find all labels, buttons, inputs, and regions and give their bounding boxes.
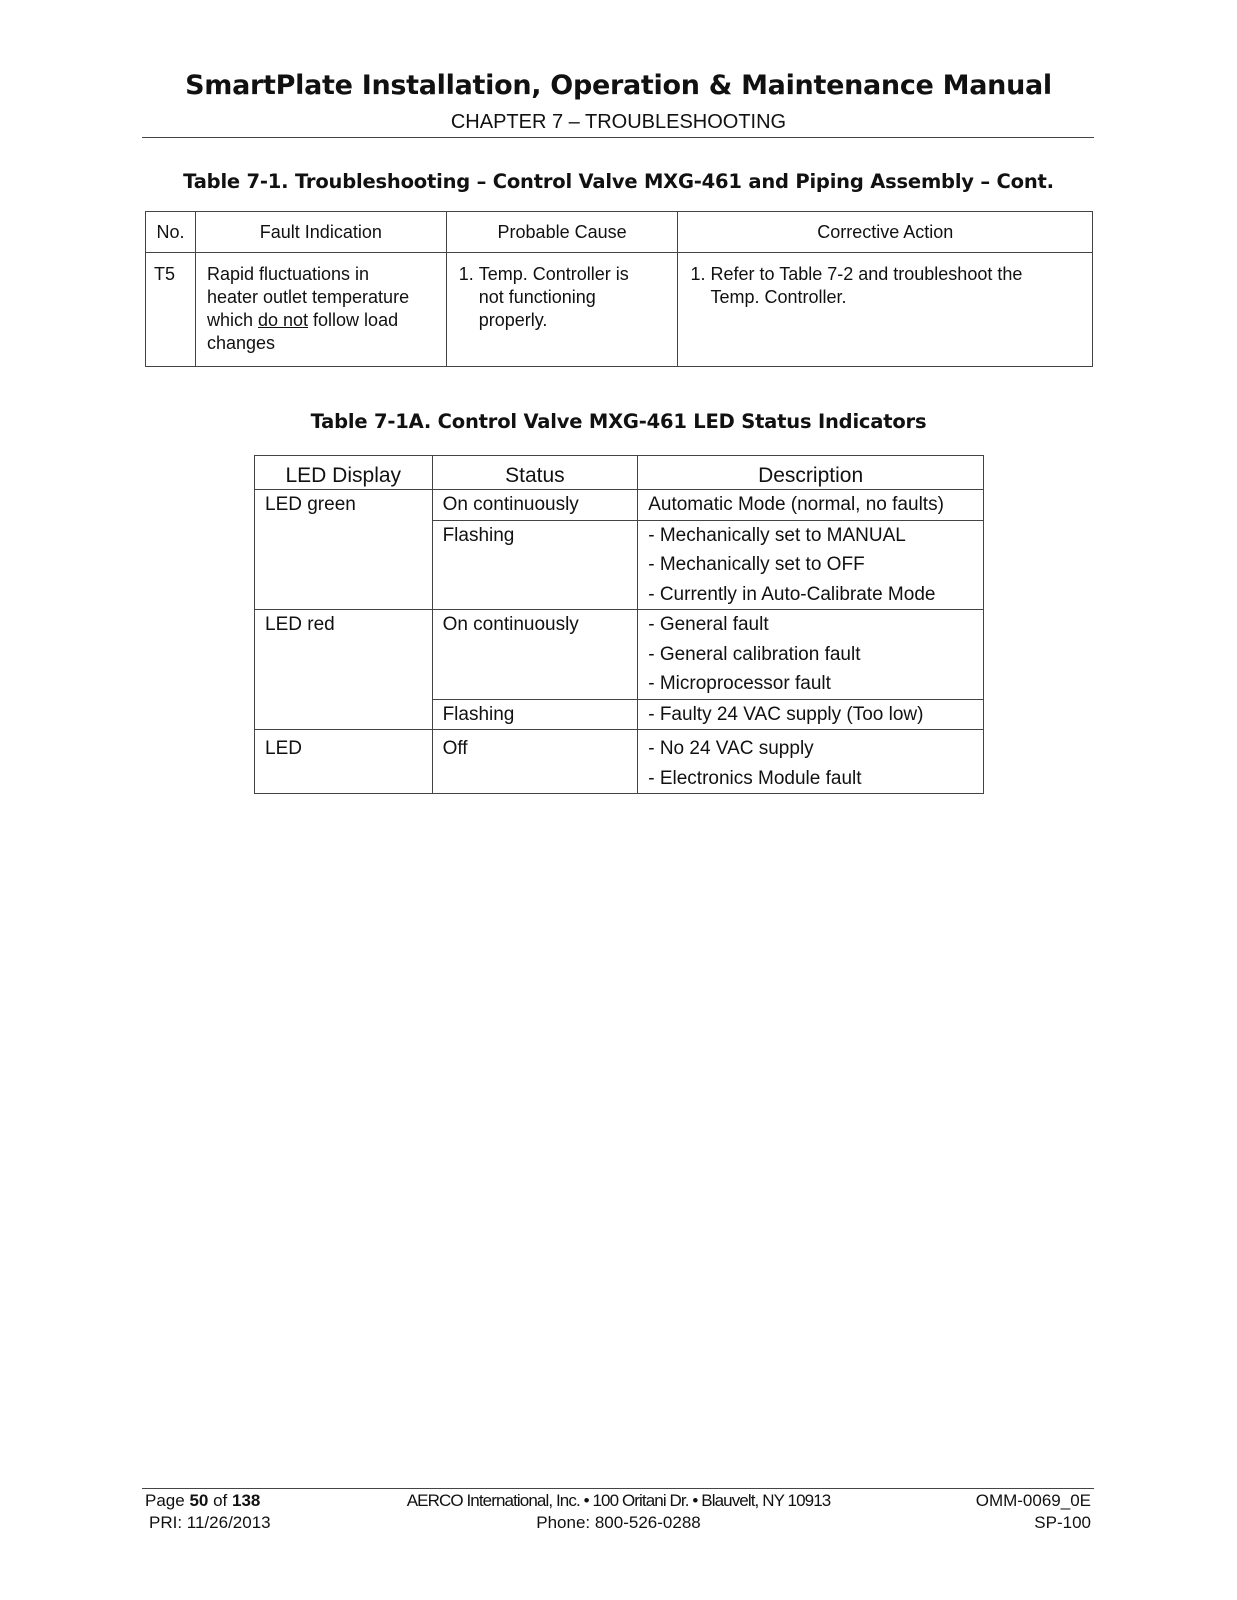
table-row xyxy=(146,253,1093,367)
led-status-table xyxy=(254,455,984,794)
cause-line: not functioning xyxy=(478,287,596,307)
led-display-cell xyxy=(255,610,433,730)
led-display-cell xyxy=(255,490,433,610)
fault-emphasis: do not xyxy=(257,310,309,330)
action-line: Refer to Table 7-2 and troubleshoot the xyxy=(710,264,1023,284)
description-cell xyxy=(638,699,984,730)
fault-text: which xyxy=(206,310,258,330)
description-cell xyxy=(638,730,984,794)
header-fault-indication: Fault Indication xyxy=(195,212,446,253)
status-cell xyxy=(432,520,638,610)
table-row xyxy=(255,490,984,521)
document-number: OMM-0069_0E xyxy=(975,1491,1091,1510)
fault-text: follow load xyxy=(308,310,399,330)
status-cell xyxy=(432,699,638,730)
fault-indication xyxy=(195,253,446,367)
status-text: On continuously xyxy=(442,614,579,635)
cause-line: properly. xyxy=(478,310,548,330)
company-phone: Phone: 800-526-0288 xyxy=(536,1513,701,1532)
item-number: 1. xyxy=(458,264,474,284)
page-prefix: Page xyxy=(145,1491,190,1510)
numbered-item xyxy=(678,253,1092,309)
page-of: of xyxy=(208,1491,232,1510)
status-text: Off xyxy=(442,738,468,759)
fault-line: heater outlet temperature xyxy=(206,287,410,307)
led-display: LED green xyxy=(265,494,356,515)
table-7-1-caption: Table 7-1. Troubleshooting – Control Valve MXG-461 and Piping Assembly – Cont. xyxy=(183,170,1054,193)
header-led-display: LED Display xyxy=(255,456,433,490)
table-header-row xyxy=(146,212,1093,253)
header-divider xyxy=(142,137,1094,138)
description-line: - Faulty 24 VAC supply (Too low) xyxy=(648,703,924,725)
probable-cause xyxy=(446,253,678,367)
description-line: - Mechanically set to OFF xyxy=(648,554,865,575)
table-header-row xyxy=(255,456,984,490)
page-total: 138 xyxy=(231,1491,261,1510)
fault-number: T5 xyxy=(146,253,196,367)
company-address: AERCO International, Inc. • 100 Oritani Dr. • Blauvelt, NY 10913 xyxy=(406,1491,831,1510)
troubleshooting-table xyxy=(145,211,1093,367)
description-cell xyxy=(638,610,984,700)
status-text: On continuously xyxy=(442,494,579,515)
led-display-cell xyxy=(255,730,433,794)
description-line: - General fault xyxy=(648,614,769,635)
header-description: Description xyxy=(638,456,984,490)
chapter-heading: CHAPTER 7 – TROUBLESHOOTING xyxy=(450,111,787,133)
numbered-item xyxy=(447,253,678,332)
fault-line: Rapid fluctuations in xyxy=(206,264,370,284)
corrective-action xyxy=(678,253,1093,367)
fault-line: changes xyxy=(206,333,276,353)
status-cell xyxy=(432,610,638,700)
model-number: SP-100 xyxy=(1034,1513,1091,1532)
status-cell xyxy=(432,490,638,521)
description-line: - No 24 VAC supply xyxy=(648,738,814,759)
description-cell xyxy=(638,520,984,610)
led-display: LED red xyxy=(265,614,335,635)
description-line: - Mechanically set to MANUAL xyxy=(648,524,906,546)
item-text xyxy=(710,263,1022,309)
description-line: - Currently in Auto-Calibrate Mode xyxy=(648,583,936,605)
table-row xyxy=(255,730,984,794)
description-line: - Microprocessor fault xyxy=(648,673,831,694)
footer-divider xyxy=(142,1488,1094,1489)
page-current: 50 xyxy=(189,1491,209,1510)
action-line: Temp. Controller. xyxy=(710,287,847,307)
status-text: Flashing xyxy=(442,703,515,725)
description-line: - Electronics Module fault xyxy=(648,767,862,789)
cause-line: Temp. Controller is xyxy=(478,264,629,284)
status-text: Flashing xyxy=(442,524,515,546)
description-cell xyxy=(638,490,984,521)
item-text xyxy=(479,263,629,332)
document-title: SmartPlate Installation, Operation & Maintenance Manual xyxy=(185,70,1052,101)
table-7-1a-caption: Table 7-1A. Control Valve MXG-461 LED Status Indicators xyxy=(310,410,927,433)
status-cell xyxy=(432,730,638,794)
item-number: 1. xyxy=(690,264,706,284)
led-display: LED xyxy=(265,738,302,759)
header-no: No. xyxy=(146,212,196,253)
pri-date: PRI: 11/26/2013 xyxy=(149,1513,271,1532)
description-line: Automatic Mode (normal, no faults) xyxy=(648,494,944,515)
header-corrective-action: Corrective Action xyxy=(678,212,1093,253)
table-row xyxy=(255,610,984,700)
header-probable-cause: Probable Cause xyxy=(446,212,678,253)
description-line: - General calibration fault xyxy=(648,643,861,665)
fault-line xyxy=(207,309,438,332)
header-status: Status xyxy=(432,456,638,490)
